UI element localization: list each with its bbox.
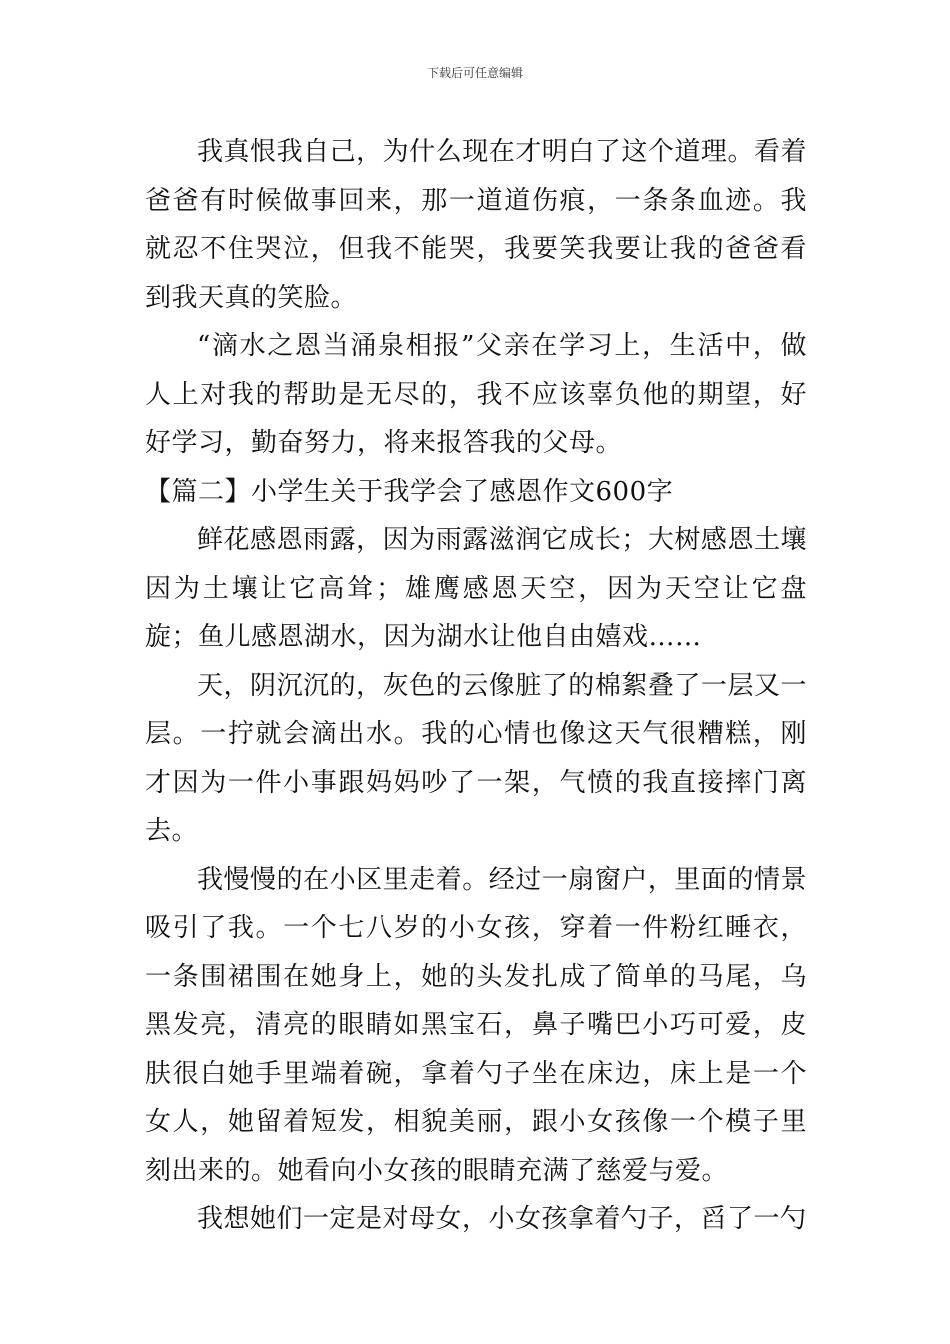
section-paragraph-1: 鲜花感恩雨露，因为雨露滋润它成长；大树感恩土壤因为土壤让它高耸；雄鹰感恩天空，因为天空让它盘旋；鱼儿感恩湖水，因为湖水让他自由嬉戏…… <box>145 525 807 652</box>
paragraph-1: 我真恨我自己，为什么现在才明白了这个道理。看着爸爸有时候做事回来，那一道道伤痕，一条条血迹。我就忍不住哭泣，但我不能哭，我要笑我要让我的爸爸看到我天真的笑脸。 <box>145 137 807 313</box>
section-heading: 【篇二】小学生关于我学会了感恩作文600字 <box>145 476 674 507</box>
section-paragraph-2: 天，阴沉沉的，灰色的云像脏了的棉絮叠了一层又一层。一拧就会滴出水。我的心情也像这天气很糟糕，刚才因为一件小事跟妈妈吵了一架，气愤的我直接摔门离去。 <box>145 670 807 846</box>
header-note: 下载后可任意编辑 <box>426 66 523 80</box>
paragraph-2: “滴水之恩当涌泉相报”父亲在学习上，生活中，做人上对我的帮助是无尽的，我不应该辜负他的期望，好好学习，勤奋努力，将来报答我的父母。 <box>145 331 807 458</box>
section-paragraph-4: 我想她们一定是对母女，小女孩拿着勺子，舀了一勺 <box>197 1204 807 1234</box>
document-body <box>145 128 807 1244</box>
section-paragraph-3: 我慢慢的在小区里走着。经过一扇窗户，里面的情景吸引了我。一个七八岁的小女孩，穿着一件粉红睡衣，一条围裙围在她身上，她的头发扎成了简单的马尾，乌黑发亮，清亮的眼睛如黑宝石，鼻子嘴巴小巧可爱，皮肤很白她手里端着碗，拿着勺子坐在床边，床上是一个女人，她留着短发，相貌美丽，跟小女孩像一个模子里刻出来的。她看向小女孩的眼睛充满了慈爱与爱。 <box>145 864 807 1186</box>
